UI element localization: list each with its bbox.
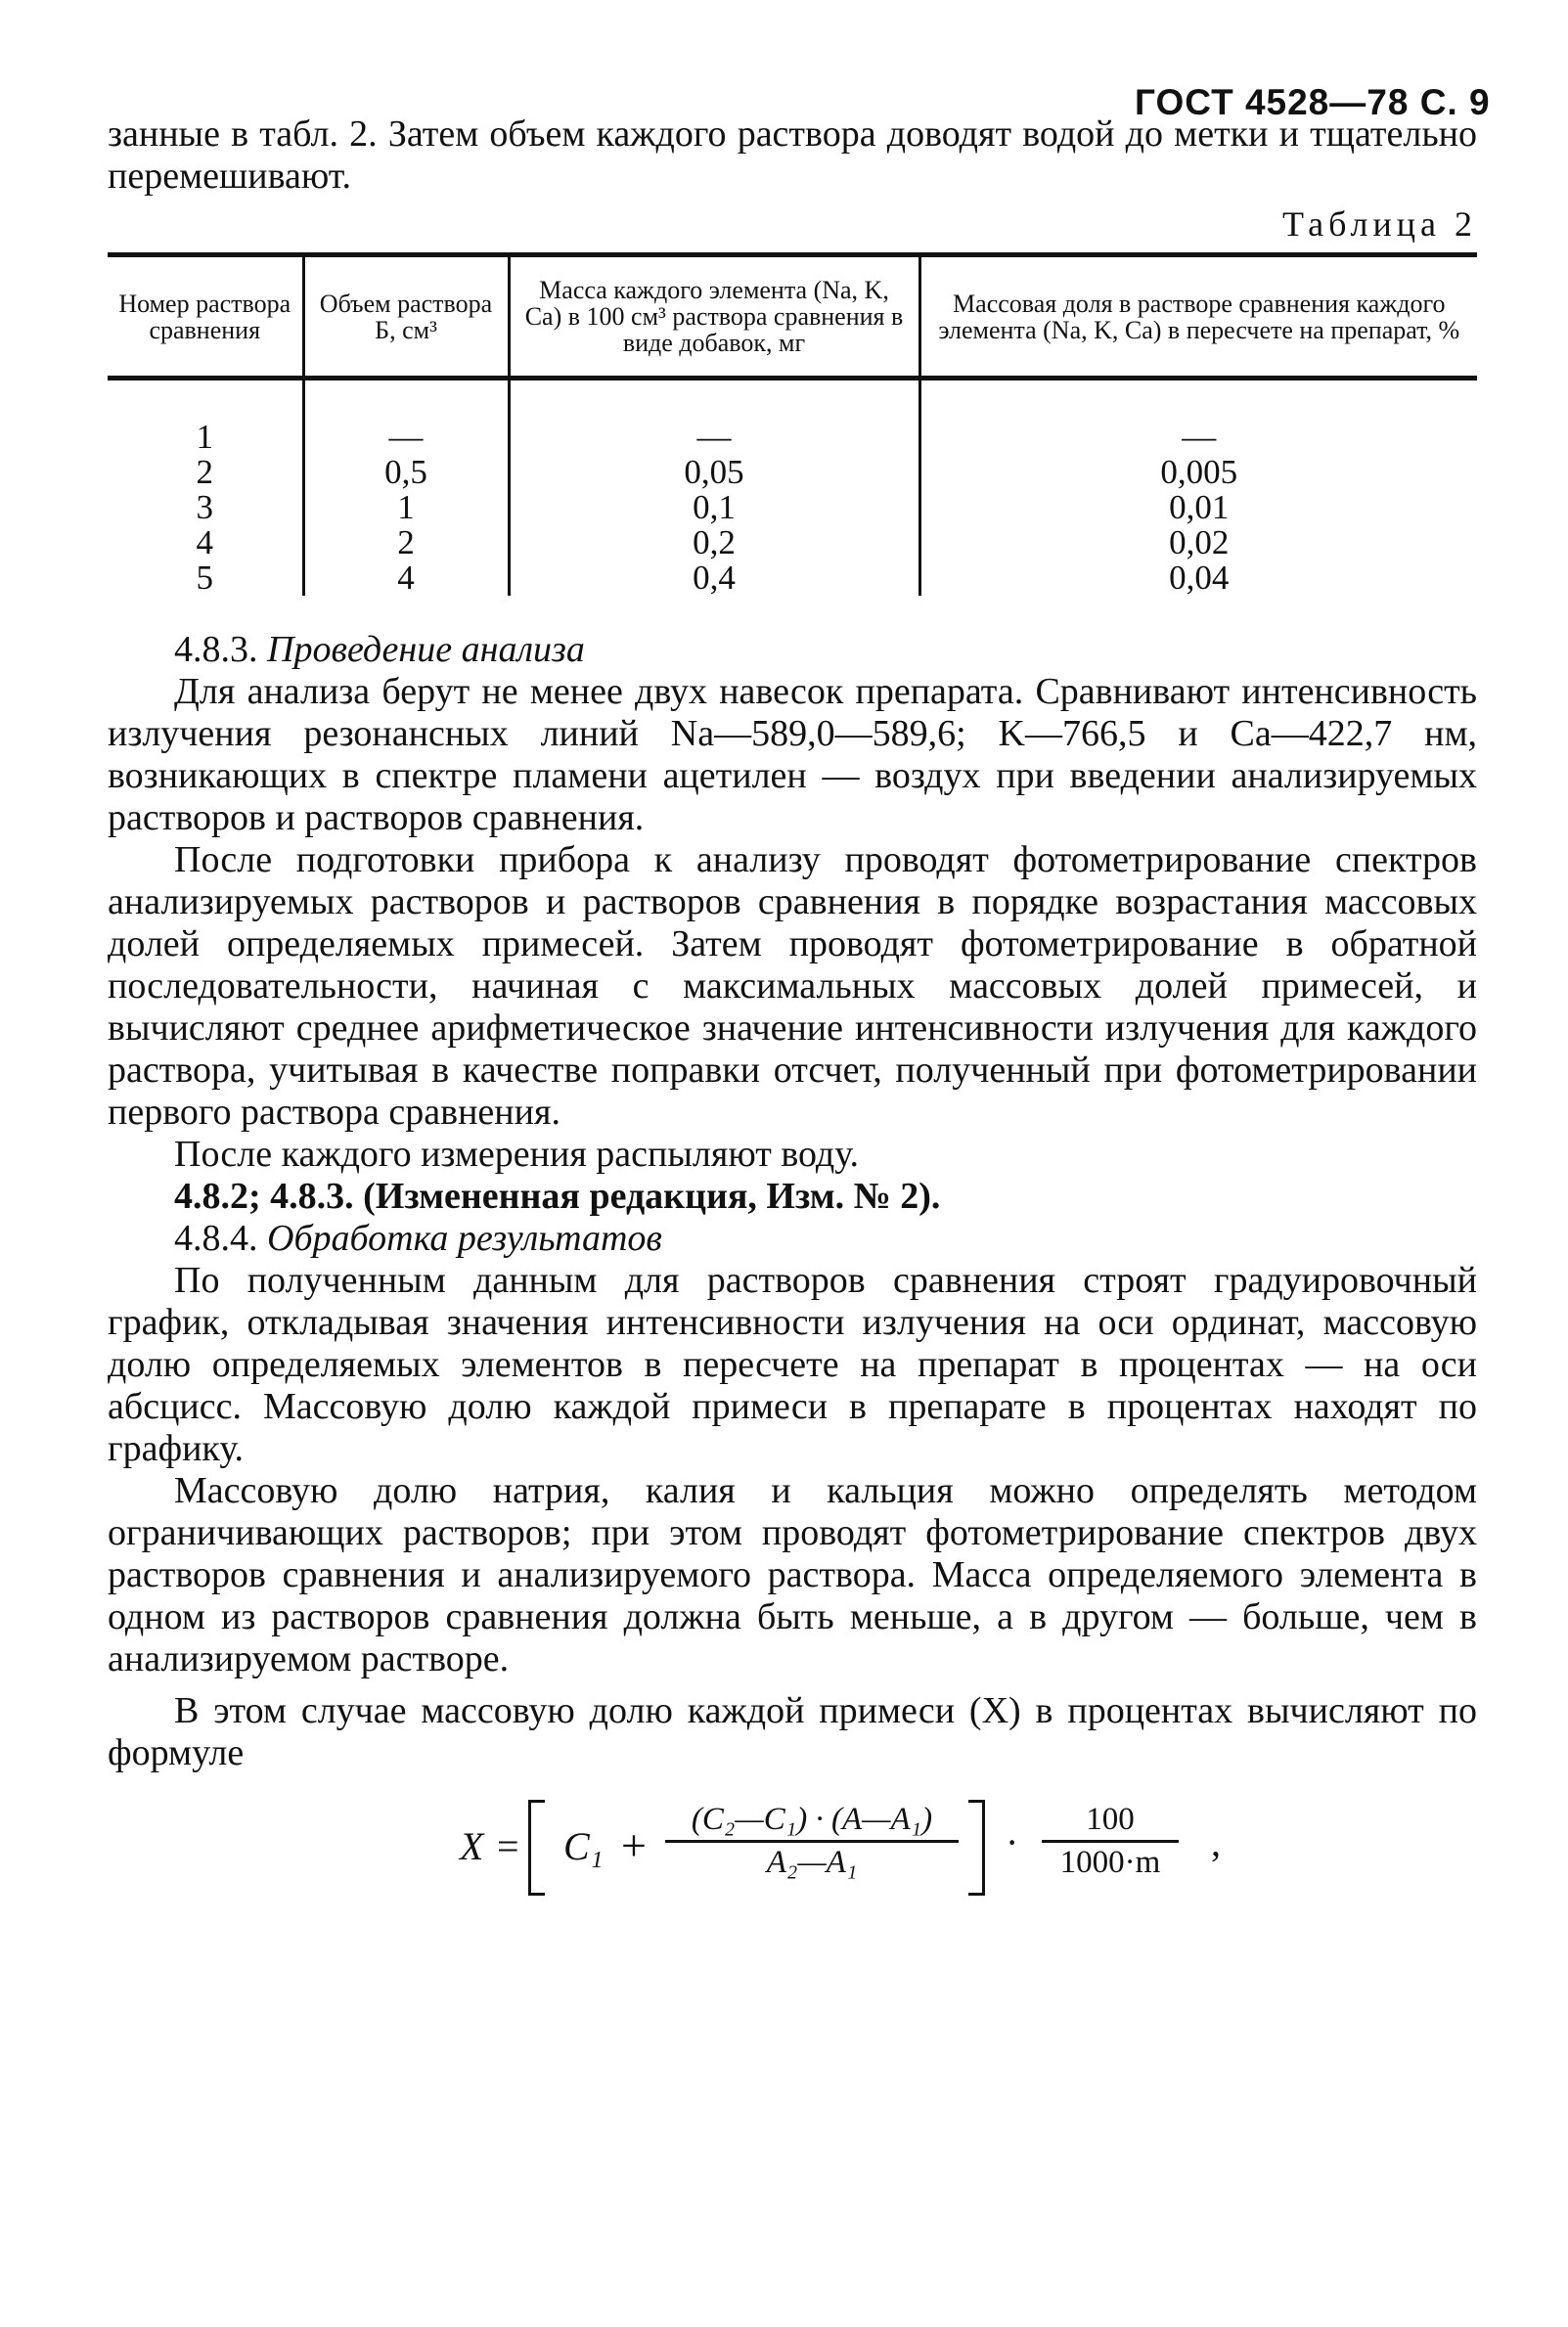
formula-c1: C₁ — [563, 1824, 604, 1868]
table-caption: Таблица 2 — [1282, 204, 1477, 244]
header-cell: Масса каждого элемента (Na, K, Ca) в 100 см³ раствора сравнения в виде добавок, мг — [509, 255, 919, 379]
table-cell: — — [303, 379, 509, 456]
section-number: 4.8.4. — [174, 1218, 258, 1259]
fraction-2 — [1042, 1802, 1179, 1881]
formula-equals: = — [497, 1824, 519, 1868]
right-bracket — [968, 1800, 985, 1896]
table-cell: 0,5 — [303, 455, 509, 490]
formula-lhs: X — [460, 1824, 484, 1868]
table-cell: 0,4 — [509, 560, 919, 596]
amendment-note: 4.8.2; 4.8.3. (Измененная редакция, Изм. № 2). — [174, 1176, 941, 1217]
header-cell: Номер раствора сравнения — [118, 289, 291, 344]
table-cell: 4 — [303, 560, 509, 596]
paragraph: После подготовки прибора к анализу проводят фотометрирование спектров анализируемых растворов и растворов сравнения в порядке возрастания массовых долей определяемых примесей. Затем проводят фотометрирование в обратной последовательности, начиная с максимальных массовых долей примесей, и вычисляют среднее арифметическое значение интенсивности излучения для каждого раствора, учитывая в качестве поправки отсчет, полученный при фотометрировании первого раствора сравнения. — [108, 839, 1477, 1133]
fraction-2-denominator: 1000·m — [1059, 1845, 1161, 1880]
fraction-1 — [665, 1802, 959, 1881]
formula — [108, 1796, 1477, 1903]
table-cell: 0,01 — [919, 490, 1477, 525]
table-cell: 2 — [196, 453, 213, 491]
fraction-1-numerator: (C₂—C₁) · (A—A₁) — [665, 1802, 959, 1843]
table-cell: 3 — [196, 488, 213, 526]
page-header: ГОСТ 4528—78 С. 9 — [1135, 82, 1491, 122]
table-cell: 1 — [303, 490, 509, 525]
page-body — [108, 78, 1477, 1903]
paragraph: Массовую долю натрия, калия и кальция можно определять методом ограничивающих растворов; при этом проводят фотометрирование спектров двух растворов сравнения и анализируемого раствора. Масса определяемого элемента в одном из растворов сравнения должна быть меньше, а в другом — больше, чем в анализируемом растворе. — [108, 1470, 1477, 1679]
table-row — [108, 525, 1477, 560]
formula-dot: · — [1006, 1820, 1019, 1864]
left-bracket — [528, 1800, 545, 1896]
header-cell: Объем раствора Б, см³ — [303, 255, 509, 379]
table-cell: 0,1 — [509, 490, 919, 525]
table-row — [108, 379, 1477, 456]
table-cell: 0,2 — [509, 525, 919, 560]
section-4-8-3-heading — [108, 629, 1477, 671]
table-cell: 0,04 — [919, 560, 1477, 596]
section-title: Проведение анализа — [267, 629, 585, 670]
table-row — [108, 455, 1477, 490]
paragraph: В этом случае массовую долю каждой примеси (X) в процентах вычисляют по формуле — [108, 1690, 1477, 1773]
table-row — [108, 560, 1477, 596]
table-cell: 0,02 — [919, 525, 1477, 560]
intro-paragraph: занные в табл. 2. Затем объем каждого раствора доводят водой до метки и тщательно перемешивают. — [108, 113, 1477, 197]
header-cell: Массовая доля в растворе сравнения каждого элемента (Na, K, Ca) в пересчете на препарат, % — [919, 255, 1477, 379]
section-title: Обработка результатов — [267, 1218, 662, 1259]
table-header-row — [108, 255, 1477, 379]
paragraph: Для анализа берут не менее двух навесок препарата. Сравнивают интенсивность излучения резонансных линий Na—589,0—589,6; K—766,5 и Ca—422,7 нм, возникающих в спектре пламени ацетилен — воздух при введении анализируемых растворов и растворов сравнения. — [108, 671, 1477, 838]
fraction-1-denominator: A₂—A₁ — [766, 1845, 858, 1880]
section-number: 4.8.3. — [174, 629, 258, 670]
table-cell: 0,05 — [509, 455, 919, 490]
table-cell: 5 — [196, 559, 213, 597]
paragraph: По полученным данным для растворов сравнения строят градуировочный график, откладывая значения интенсивности излучения на оси ординат, массовую долю определяемых элементов в пересчете на препарат в процентах — на оси абсцисс. Массовую долю каждой примеси в препарате в процентах находят по графику. — [108, 1260, 1477, 1469]
table-row — [108, 490, 1477, 525]
fraction-2-numerator: 100 — [1042, 1802, 1179, 1843]
table-cell: — — [919, 379, 1477, 456]
table-cell: — — [509, 379, 919, 456]
table-cell: 1 — [196, 418, 213, 456]
formula-plus: + — [621, 1820, 647, 1870]
table-cell: 0,005 — [919, 455, 1477, 490]
table-cell: 2 — [303, 525, 509, 560]
table-2 — [108, 252, 1477, 596]
table-cell: 4 — [196, 523, 213, 561]
formula-comma: , — [1211, 1820, 1221, 1864]
paragraph: После каждого измерения распыляют воду. — [174, 1134, 859, 1175]
section-4-8-4-heading — [108, 1218, 1477, 1260]
